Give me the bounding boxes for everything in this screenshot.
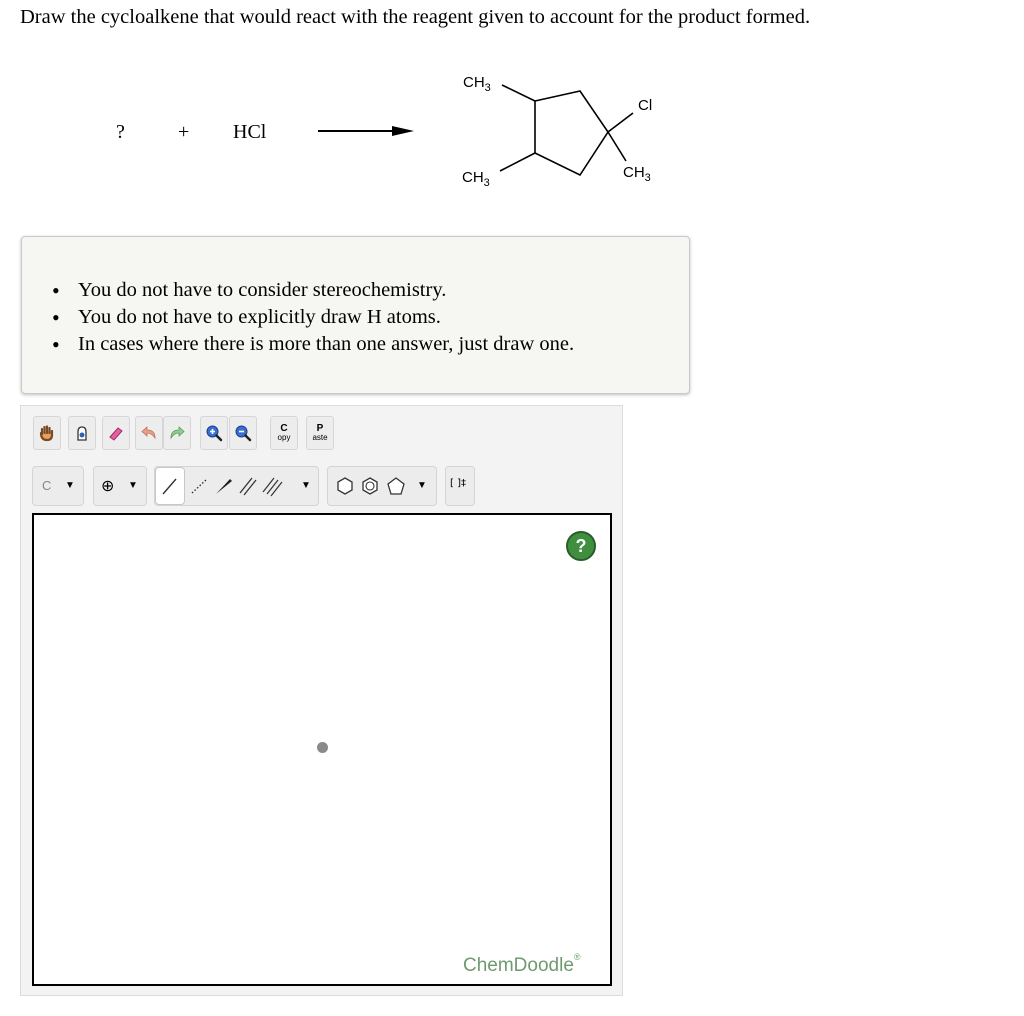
- paste-letter: P: [316, 423, 324, 434]
- paste-rest: aste: [312, 433, 328, 442]
- element-picker[interactable]: [32, 466, 84, 506]
- single-bond-button[interactable]: [155, 467, 185, 505]
- zoom-out-button[interactable]: [229, 416, 257, 450]
- cyclopentane-icon[interactable]: [385, 476, 407, 496]
- instructions-box: [21, 236, 690, 394]
- drawing-canvas[interactable]: [32, 513, 612, 986]
- lasso-tool-button[interactable]: [68, 416, 96, 450]
- instructions-list: [78, 277, 574, 358]
- zoom-out-icon: [234, 424, 252, 442]
- charge-label: ⊕: [101, 476, 115, 495]
- plus-sign: +: [178, 121, 190, 143]
- pan-tool-button[interactable]: [33, 416, 61, 450]
- zoom-in-icon: [205, 424, 223, 442]
- caret-down-icon: ▼: [128, 480, 138, 491]
- help-button[interactable]: ?: [566, 531, 596, 561]
- instruction-item: • You do not have to explicitly draw H atoms.: [78, 304, 574, 331]
- eraser-icon: [107, 424, 125, 442]
- ch3-bottom-right-label: $CH_3$: [623, 164, 651, 184]
- undo-button[interactable]: [135, 416, 163, 450]
- element-label: C: [42, 478, 52, 493]
- hand-icon: [38, 424, 56, 442]
- chemdoodle-brand: [463, 951, 581, 977]
- copy-button[interactable]: [270, 416, 298, 450]
- caret-down-icon[interactable]: ▼: [417, 480, 427, 491]
- registered-mark: ®: [573, 951, 581, 962]
- bracket-label: [ ]‡: [450, 478, 466, 489]
- brand-name: ChemDoodle: [463, 955, 574, 976]
- triple-bond-icon[interactable]: [261, 473, 285, 499]
- bracket-tool-button[interactable]: [445, 466, 475, 506]
- reagent-label: HCl: [233, 121, 267, 143]
- dashed-bond-icon[interactable]: [189, 473, 211, 499]
- paste-button[interactable]: [306, 416, 334, 450]
- instruction-item: • You do not have to consider stereochemistry.: [78, 277, 574, 304]
- lasso-icon: [73, 424, 91, 442]
- instruction-item: • In cases where there is more than one answer, just draw one.: [78, 331, 574, 358]
- chemdoodle-editor: [20, 405, 623, 996]
- cyclohexane-icon[interactable]: [335, 476, 355, 496]
- wedge-bond-icon[interactable]: [213, 473, 235, 499]
- ring-tool-group: [327, 466, 437, 506]
- canvas-cursor-dot: [317, 742, 328, 753]
- redo-icon: [168, 424, 186, 442]
- caret-down-icon: ▼: [65, 480, 75, 491]
- unknown-reactant: ?: [116, 121, 125, 143]
- ch3-top-label: $CH_3$: [463, 74, 491, 94]
- caret-down-icon[interactable]: ▼: [301, 480, 311, 491]
- product-molecule: [440, 60, 680, 200]
- undo-icon: [140, 424, 158, 442]
- double-bond-icon[interactable]: [237, 473, 259, 499]
- eraser-tool-button[interactable]: [102, 416, 130, 450]
- zoom-in-button[interactable]: [200, 416, 228, 450]
- copy-letter: C: [280, 423, 288, 434]
- ch3-bottom-left-label: $CH_3$: [462, 169, 490, 189]
- charge-picker[interactable]: [93, 466, 147, 506]
- reaction-arrow: [318, 124, 418, 138]
- cl-label: Cl: [638, 97, 653, 114]
- benzene-icon[interactable]: [360, 476, 380, 496]
- copy-rest: opy: [277, 433, 291, 442]
- bond-tool-group: [154, 466, 319, 506]
- single-bond-icon: [156, 468, 184, 504]
- redo-button[interactable]: [163, 416, 191, 450]
- reaction-scheme: [0, 60, 760, 200]
- question-text: Draw the cycloalkene that would react with the reagent given to account for the product formed.: [20, 6, 811, 28]
